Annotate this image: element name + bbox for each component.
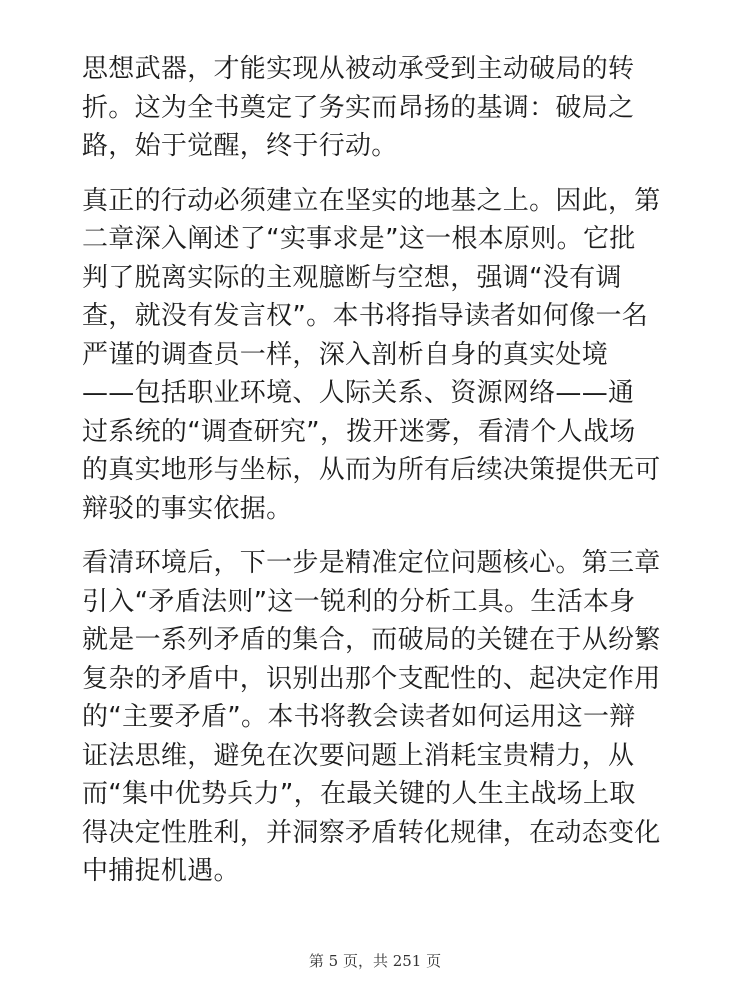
text-line: 折。这为全书奠定了务实而昂扬的基调：破局之 xyxy=(82,92,635,123)
text-line: 看清环境后，下一步是精准定位问题核心。第三章 xyxy=(82,548,661,578)
text-line: 查，就没有发言权”。本书将指导读者如何像一名 xyxy=(82,301,649,331)
body-text xyxy=(82,50,682,907)
text-line: 二章深入阐述了“实事求是”这一根本原则。它批 xyxy=(82,224,636,254)
text-line: 严谨的调查员一样，深入剖析自身的真实处境 xyxy=(82,339,609,370)
text-line: 过系统的“调查研究”，拨开迷雾，看清个人战场 xyxy=(82,416,636,447)
text-line: 证法思维，避免在次要问题上消耗宝贵精力，从 xyxy=(82,740,635,771)
text-line: 的“主要矛盾”。本书将教会读者如何运用这一辩 xyxy=(82,702,636,732)
text-line: 的真实地形与坐标，从而为所有后续决策提供无可 xyxy=(82,455,661,485)
text-line: 而“集中优势兵力”，在最关键的人生主战场上取 xyxy=(82,779,636,809)
text-line: 路，始于觉醒，终于行动。 xyxy=(82,131,398,161)
text-line: 思想武器，才能实现从被动承受到主动破局的转 xyxy=(82,54,635,84)
text-line: 辩驳的事实依据。 xyxy=(82,493,293,524)
text-line: ——包括职业环境、人际关系、资源网络——通 xyxy=(82,378,635,408)
page-number-footer: 第 5 页，共 251 页 xyxy=(308,952,442,970)
text-line: 复杂的矛盾中，识别出那个支配性的、起决定作用 xyxy=(82,663,661,694)
paragraph-2 xyxy=(82,182,682,529)
paragraph-1 xyxy=(82,50,682,166)
text-line: 得决定性胜利，并洞察矛盾转化规律，在动态变化 xyxy=(82,817,661,848)
text-line: 就是一系列矛盾的集合，而破局的关键在于从纷繁 xyxy=(82,625,661,655)
text-line: 真正的行动必须建立在坚实的地基之上。因此，第 xyxy=(82,185,661,216)
text-line: 判了脱离实际的主观臆断与空想，强调“没有调 xyxy=(82,262,622,293)
text-line: 中捕捉机遇。 xyxy=(82,856,240,886)
text-line: 引入“矛盾法则”这一锐利的分析工具。生活本身 xyxy=(82,586,636,617)
paragraph-3 xyxy=(82,544,682,891)
